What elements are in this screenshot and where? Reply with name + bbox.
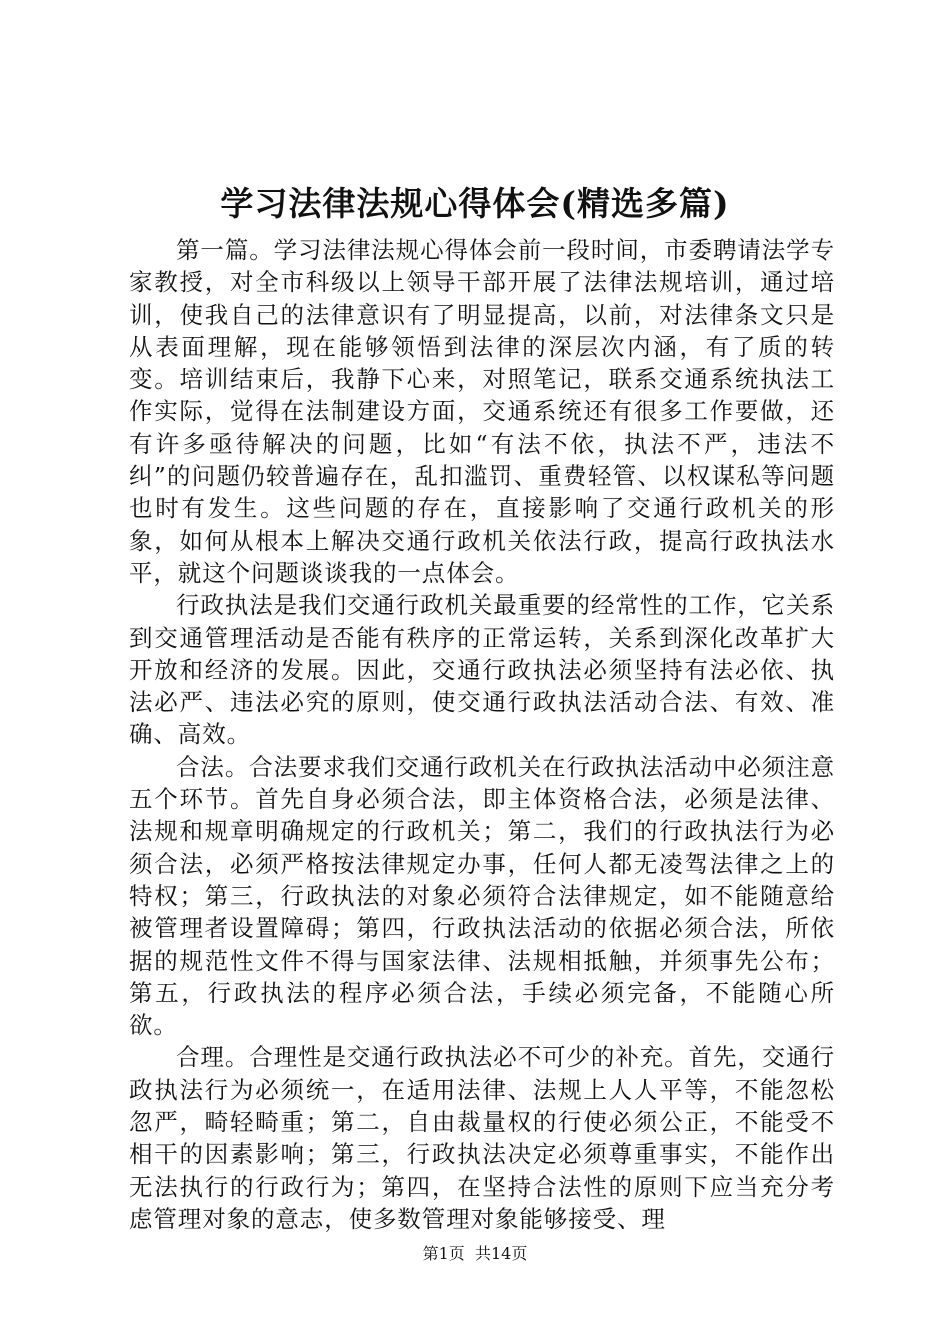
paragraph-1: 第一篇。学习法律法规心得体会前一段时间，市委聘请法学专家教授，对全市科级以上领导干部开展了法律法规培训，通过培训，使我自己的法律意识有了明显提高，以前，对法律条文只是从表面理解，现在能够领悟到法律的深层次内涵，有了质的转变。培训结束后，我静下心来，对照笔记，联系交通系统执法工作实际，觉得在法制建设方面，交通系统还有很多工作要做，还有许多亟待解决的问题，比如“有法不依，执法不严，违法不纠”的问题仍较普遍存在，乱扣滥罚、重费轻管、以权谋私等问题也时有发生。这些问题的存在，直接影响了交通行政机关的形象，如何从根本上解决交通行政机关依法行政，提高行政执法水平，就这个问题谈谈我的一点体会。	[129, 236, 835, 587]
document-title: 学习法律法规心得体会(精选多篇)	[220, 184, 730, 223]
document-body	[129, 234, 835, 1235]
paragraph-3: 合法。合法要求我们交通行政机关在行政执法活动中必须注意五个环节。首先自身必须合法，即主体资格合法，必须是法律、法规和规章明确规定的行政机关；第二，我们的行政执法行为必须合法，必须严格按法律规定办事，任何人都无凌驾法律之上的特权；第三，行政执法的对象必须符合法律规定，如不能随意给被管理者设置障碍；第四，行政执法活动的依据必须合法，所依据的规范性文件不得与国家法律、法规相抵触，并须事先公布；第五，行政执法的程序必须合法，手续必须完备，不能随心所欲。	[129, 752, 835, 1040]
paragraph-2: 行政执法是我们交通行政机关最重要的经常性的工作，它关系到交通管理活动是否能有秩序的正常运转，关系到深化改革扩大开放和经济的发展。因此，交通行政执法必须坚持有法必依、执法必严、违法必究的原则，使交通行政执法活动合法、有效、准确、高效。	[129, 591, 835, 749]
paragraph-4: 合理。合理性是交通行政执法必不可少的补充。首先，交通行政执法行为必须统一，在适用法律、法规上人人平等，不能忽松忽严，畸轻畸重；第二，自由裁量权的行使必须公正，不能受不相干的因素影响；第三，行政执法决定必须尊重事实，不能作出无法执行的行政行为；第四，在坚持合法性的原则下应当充分考虑管理对象的意志，使多数管理对象能够接受、理	[129, 1043, 835, 1233]
page-number: 第1页	[422, 1244, 465, 1263]
page-footer	[0, 1244, 950, 1264]
page-total: 共14页	[474, 1244, 528, 1263]
